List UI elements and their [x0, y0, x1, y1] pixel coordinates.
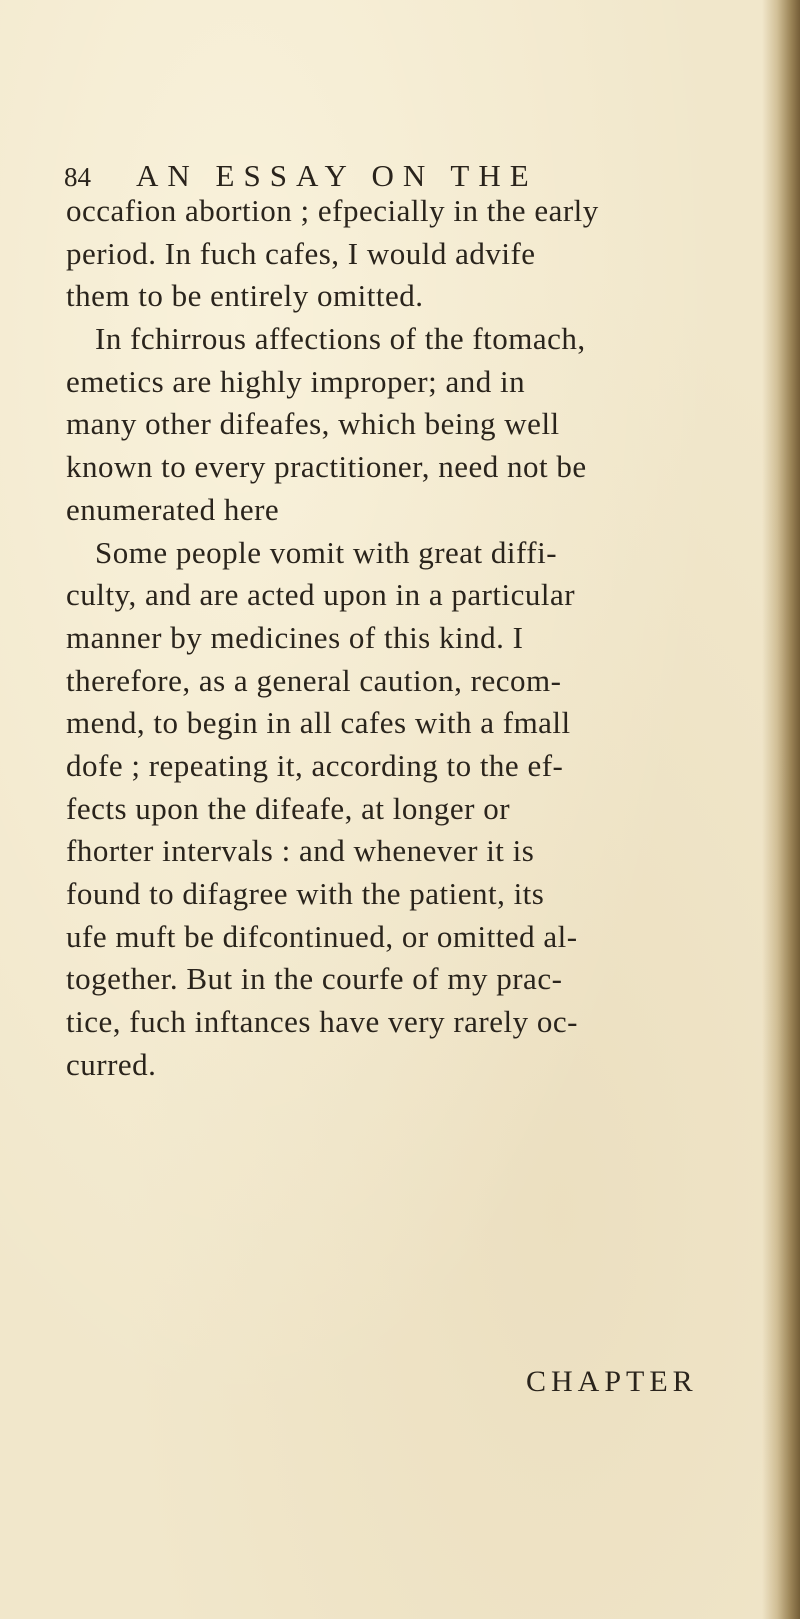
text-line: many other difeafes, which being well: [66, 406, 560, 442]
catchword: CHAPTER: [526, 1365, 698, 1398]
text-line: occafion abortion ; efpecially in the early: [66, 193, 599, 228]
text-line: culty, and are acted upon in a particular: [66, 577, 576, 613]
text-line: known to every practitioner, need not be: [66, 449, 587, 485]
text-line: enumerated here: [66, 491, 280, 527]
page-number: 84: [64, 162, 91, 192]
text-line: fhorter intervals : and whenever it is: [66, 833, 535, 869]
text-line: therefore, as a general caution, recom-: [66, 662, 562, 698]
text-line: Some people vomit with great diffi-: [95, 534, 558, 570]
text-line: curred.: [66, 1046, 157, 1082]
page-edge-shadow: [762, 0, 800, 1619]
text-line: together. But in the courfe of my prac-: [66, 961, 563, 997]
text-line: period. In fuch cafes, I would advife: [66, 235, 536, 271]
text-line: tice, fuch inftances have very rarely oc-: [66, 1004, 578, 1040]
text-line: fects upon the difeafe, at longer or: [66, 790, 511, 826]
text-line: found to difagree with the patient, its: [66, 876, 545, 911]
text-line: dofe ; repeating it, according to the ef-: [66, 747, 564, 783]
text-line: mend, to begin in all cafes with a fmall: [66, 705, 571, 741]
body-text: [66, 190, 716, 1086]
running-title: AN ESSAY ON THE: [136, 158, 538, 193]
text-line: ufe muft be difcontinued, or omitted al-: [66, 918, 578, 954]
text-line: emetics are highly improper; and in: [66, 363, 526, 399]
text-line: In fchirrous affections of the ftomach,: [95, 321, 586, 357]
text-line: manner by medicines of this kind. I: [66, 619, 524, 655]
text-line: them to be entirely omitted.: [66, 278, 424, 314]
